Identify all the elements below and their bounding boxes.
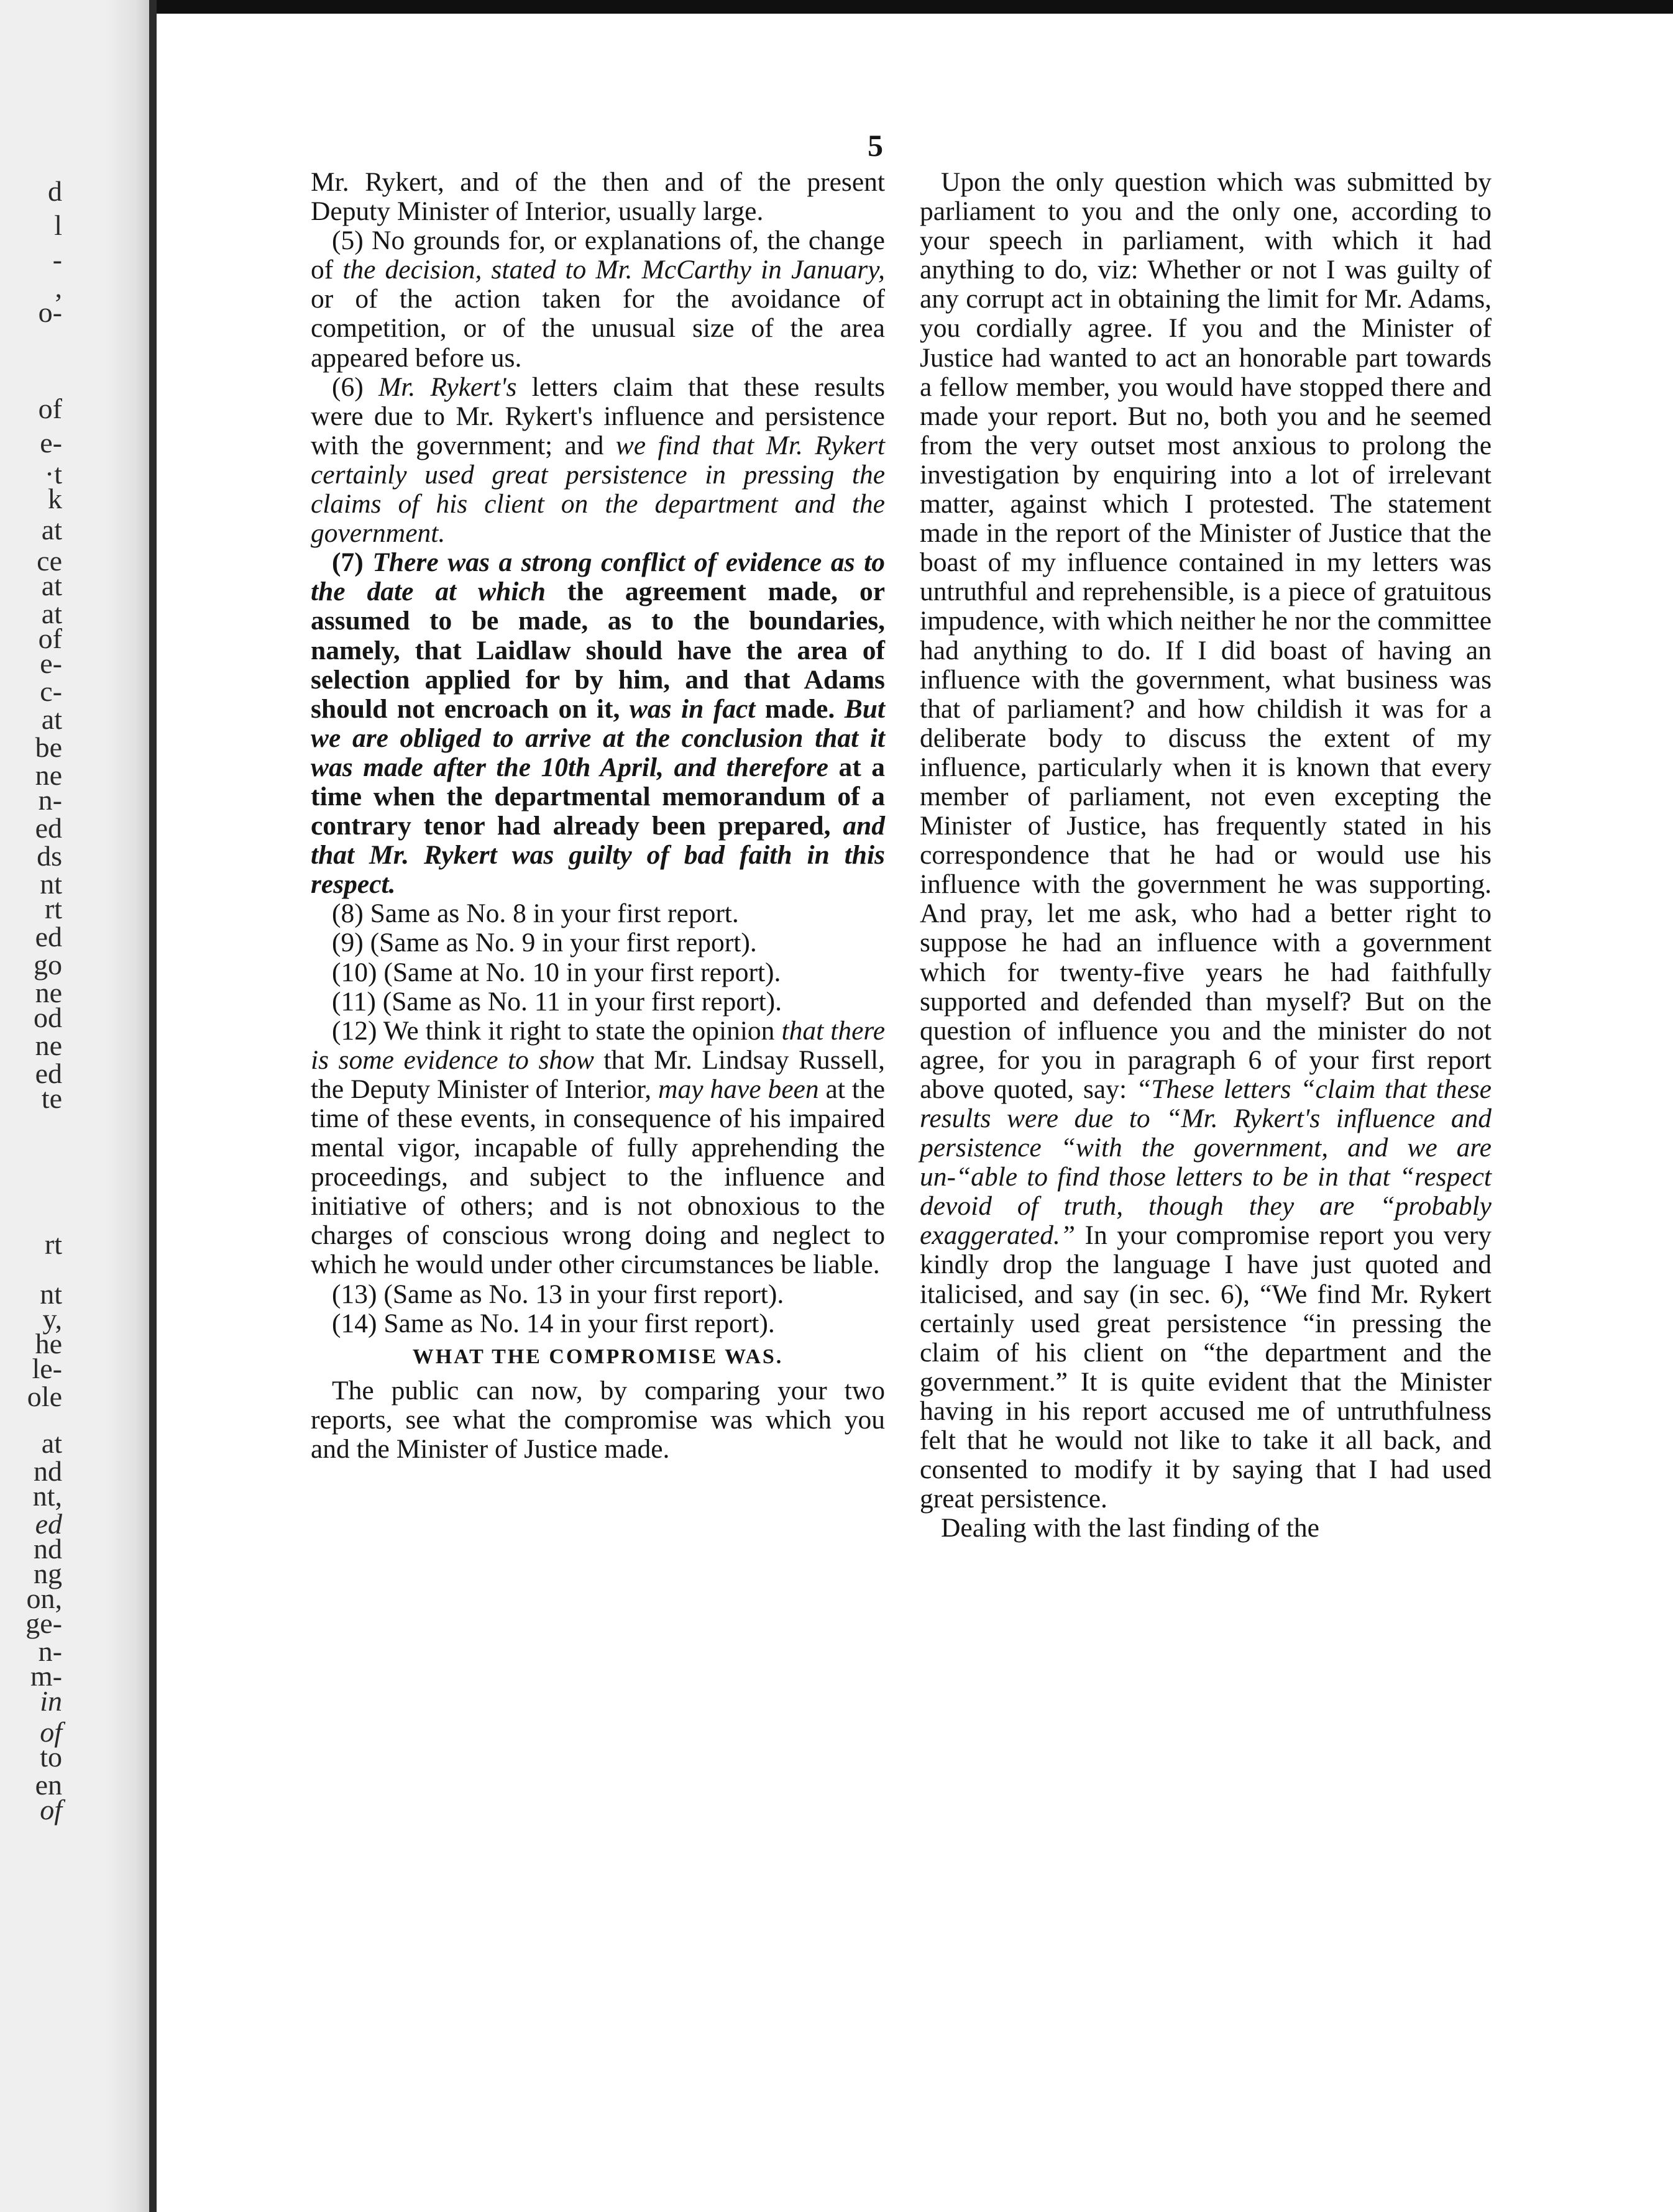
margin-fragment: l: [54, 209, 62, 241]
finding-5: [311, 226, 885, 372]
margin-fragment: k: [48, 483, 62, 514]
finding-14: (14) Same as No. 14 in your first report).: [332, 1308, 775, 1338]
margin-fragment: ce: [37, 545, 62, 577]
compromise-paragraph: The public can now, by comparing your two reports, see what the compromise was which you and the Minister of Justice made.: [311, 1375, 885, 1465]
margin-fragment: o-: [38, 296, 62, 328]
margin-fragment: y,: [42, 1303, 62, 1335]
top-edge-bar: [157, 0, 1673, 14]
margin-fragment: le-: [32, 1353, 62, 1384]
finding-5-italic: the decision, stated to Mr. McCarthy in January,: [342, 255, 885, 285]
last-finding-paragraph: Dealing with the last finding of the: [941, 1513, 1319, 1543]
finding-12-text-c: that Mr. Lindsay Russell, the Deputy Minister of Interior,: [311, 1044, 885, 1104]
margin-fragment: ne: [35, 1030, 62, 1061]
finding-5-text-c: or of the action taken for the avoidance of competition, or of the unusual size of the area appeared before us.: [311, 284, 885, 373]
margin-fragment: at: [41, 1427, 62, 1459]
response-text-c: In your compromise report you very kindly drop the language I have just quoted and italicised, and say (in sec. 6), “We find Mr. Rykert certainly used great persistence “in pressing the claim of his client on “the department and the government.” It is quite evident that the Minister having in his report accused me of untruthfulness felt that he would not like to take it all back, and consented to modify it by saying that I had used great persistence.: [920, 1220, 1492, 1514]
finding-12-text-e: at the time of these events, in consequence of his impaired mental vigor, incapable of fully apprehending the proceedings, and subject to the influence and initiative of others; and is not obnoxious to the charges of conscious wrong doing and neglect to which he would under other circumstances be liable.: [311, 1074, 885, 1280]
margin-fragment: nd: [34, 1455, 62, 1487]
margin-fragment: d: [48, 175, 62, 207]
quoted-italic-passage: “These letters “claim that these results were due to “Mr. Rykert's influence and persistence “with the government, and we are un-“able to find those letters to be in that “respect devoid of truth, though they are “probably exaggerated.”: [920, 1074, 1492, 1251]
finding-7-italic-b: There was a strong conflict of evidence as to the date at which: [311, 547, 885, 607]
margin-fragment: n-: [38, 1635, 62, 1667]
margin-fragment: ed: [35, 1508, 62, 1540]
margin-fragment: e-: [40, 647, 62, 679]
margin-fragment: he: [35, 1328, 62, 1360]
finding-6-text-a: (6): [332, 372, 379, 402]
margin-fragment: ed: [35, 812, 62, 844]
finding-10: (10) (Same at No. 10 in your first report).: [332, 957, 781, 987]
finding-6: [311, 373, 885, 549]
finding-7-text-a: (7): [332, 547, 373, 578]
margin-fragment: ed: [35, 921, 62, 953]
right-text-column: [920, 168, 1492, 1543]
finding-12-text-a: (12) We think it right to state the opinion: [332, 1015, 782, 1046]
response-text-b: But on the question of influence you and the minister do not agree, for you in paragraph 6 of your first report above quoted, say:: [920, 986, 1492, 1104]
margin-fragment: go: [34, 949, 62, 980]
margin-fragment: at: [41, 514, 62, 546]
margin-fragment: to: [40, 1741, 62, 1773]
finding-7-italic-d: was in fact: [629, 693, 756, 724]
margin-fragment: en: [35, 1769, 62, 1801]
margin-fragment: ne: [35, 977, 62, 1008]
gutter-shadow: [106, 0, 155, 2212]
margin-fragment: of: [40, 1794, 62, 1826]
margin-fragment: te: [41, 1082, 62, 1114]
margin-fragment: at: [41, 598, 62, 629]
finding-12-italic-b: that there is some evidence to show: [311, 1015, 885, 1075]
margin-fragment: nt: [40, 868, 62, 900]
finding-11: (11) (Same as No. 11 in your first report).: [332, 986, 782, 1017]
finding-12-italic-d: may have been: [658, 1074, 819, 1104]
margin-fragment: in: [40, 1685, 62, 1717]
margin-fragment: on,: [26, 1583, 62, 1614]
paragraph-continuation: Mr. Rykert, and of the then and of the present Deputy Minister of Interior, usually large.: [311, 167, 885, 227]
finding-7-text-g: at a time when the departmental memorandum of a contrary tenor had already been prepared,: [311, 752, 885, 841]
margin-fragment: nt,: [32, 1480, 62, 1512]
margin-fragment: ·t: [44, 458, 62, 490]
finding-5-text-a: (5) No grounds for, or explanations of, the change of: [311, 226, 885, 285]
margin-fragment: ole: [27, 1381, 62, 1412]
finding-13: (13) (Same as No. 13 in your first report).: [332, 1279, 784, 1309]
margin-fragment: e-: [40, 427, 62, 459]
margin-fragment: at: [41, 570, 62, 601]
left-text-column: [311, 168, 885, 1464]
margin-fragment: od: [34, 1002, 62, 1033]
margin-fragment: ,: [55, 272, 62, 303]
page-number: 5: [868, 128, 883, 163]
margin-fragment: rt: [44, 1228, 62, 1260]
margin-fragment: ds: [37, 840, 62, 872]
finding-7: [311, 548, 885, 899]
margin-fragment: rt: [44, 893, 62, 925]
gutter-line: [149, 0, 157, 2212]
margin-fragment: of: [38, 393, 62, 424]
margin-fragment: m-: [30, 1660, 62, 1692]
finding-12: [311, 1017, 885, 1280]
section-heading: WHAT THE COMPROMISE WAS.: [412, 1345, 784, 1368]
margin-fragment: -: [52, 244, 62, 275]
finding-7-italic-f: But we are obliged to arrive at the conclusion that it was made after the 10th April, and therefore: [311, 693, 885, 782]
margin-fragment: ge-: [25, 1607, 62, 1639]
finding-8: (8) Same as No. 8 in your first report.: [332, 898, 739, 929]
margin-fragment: ng: [34, 1558, 62, 1589]
finding-7-text-e: made.: [755, 693, 845, 724]
finding-6-italic-b: Mr. Rykert's: [378, 372, 517, 402]
margin-fragment: of: [40, 1716, 62, 1748]
finding-6-text-c: letters claim that these results were due to Mr. Rykert's influence and persistence with the government; and: [311, 372, 886, 460]
response-text-a: Upon the only question which was submitted by parliament to you and the only one, according to your speech in parliament, with which it had anything to do, viz: Whether or not I was guilty of any corrupt act in obtaining the limit for Mr. Adams, you cordially agree. If you and the Minister of Justice had wanted to act an honorable part towards a fellow member, you would have stopped there and made your report. But no, both you and he seemed from the very outset most anxious to prolong the investigation by enquiring into a lot of irrelevant matter, against which I protested. The statement made in the report of the Minister of Justice that the boast of my influence contained in my letters was untruthful and reprehensible, is a piece of gratuitous impudence, with which neither he nor the committee had anything to do. If I did boast of having an influence with the government, what business was that of parliament? and how childish it was for a deliberate body to discuss the extent of my influence, particularly when it is known that every member of parliament, not even excepting the Minister of Justice, has frequently stated in his correspondence that he had or would use his influence with the government he was supporting. And pray, let me ask, who had a better right to suppose he had an influence with a government which for twenty-five years he had faithfully supported and defended than myself?: [920, 167, 1492, 1017]
margin-fragment: nt: [40, 1278, 62, 1310]
margin-fragment: n-: [38, 784, 62, 816]
margin-fragment: at: [41, 703, 62, 735]
finding-6-italic-d: we find that Mr. Rykert certainly used great persistence in pressing the claims of his client on the department and the government.: [311, 430, 885, 549]
margin-fragment: c-: [40, 675, 62, 707]
finding-7-text-c: the agreement made, or assumed to be made, as to the boundaries, namely, that Laidlaw should have the area of selection applied for by him, and that Adams should not encroach on it,: [311, 577, 886, 724]
margin-fragment: be: [35, 731, 62, 763]
response-paragraph: [920, 168, 1492, 1514]
finding-7-italic-h: and that Mr. Rykert was guilty of bad faith in this respect.: [311, 811, 885, 900]
margin-fragment: ed: [35, 1058, 62, 1089]
margin-fragment: ne: [35, 759, 62, 791]
finding-9: (9) (Same as No. 9 in your first report).: [332, 928, 757, 958]
margin-fragment: of: [38, 623, 62, 654]
margin-fragment: nd: [34, 1533, 62, 1565]
